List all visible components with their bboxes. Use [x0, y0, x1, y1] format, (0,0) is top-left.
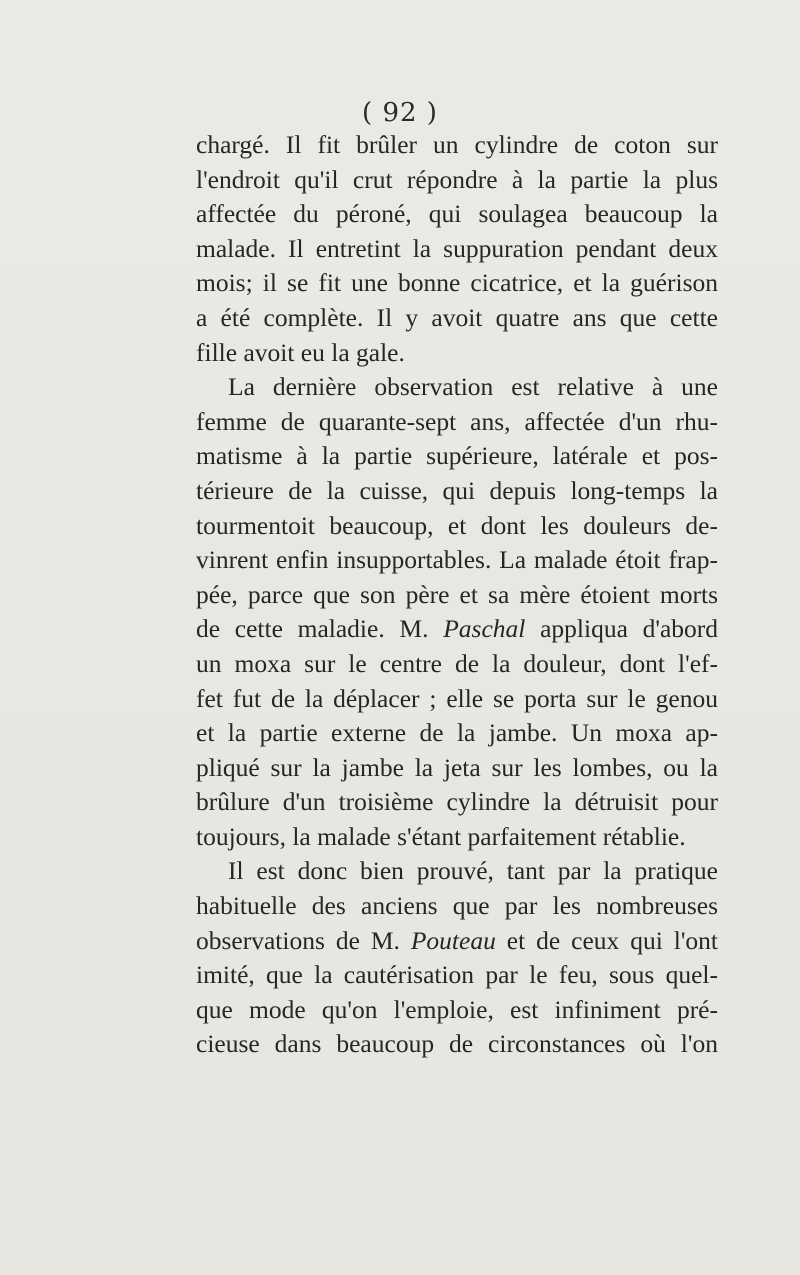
paragraph-3: [196, 854, 718, 1062]
text-line: imité, que la cautérisation par le feu, sous quel-: [196, 960, 718, 990]
text-line: fet fut de la déplacer ; elle se porta sur le genou: [196, 683, 718, 713]
person-name-paschal: Paschal: [443, 614, 526, 644]
text-line: habituelle des anciens que par les nombreuses: [196, 891, 718, 921]
text-line: brûlure d'un troisième cylindre la détruisit pour: [196, 787, 718, 817]
text-line: fille avoit eu la gale.: [196, 337, 405, 367]
text-line: cieuse dans beaucoup de circonstances où l'on: [196, 1029, 718, 1059]
person-name-pouteau: Pouteau: [410, 925, 496, 955]
text-segment: de cette maladie. M.: [196, 614, 444, 644]
text-line: et la partie externe de la jambe. Un moxa ap-: [196, 718, 718, 748]
text-line: malade. Il entretint la suppuration pendant deux: [196, 233, 718, 263]
text-line: l'endroit qu'il crut répondre à la partie la plus: [196, 164, 718, 194]
text-line: [196, 612, 718, 647]
text-line: La dernière observation est relative à une: [228, 372, 718, 402]
text-line: matisme à la partie supérieure, latérale et pos-: [196, 441, 718, 471]
text-line: [196, 924, 718, 959]
text-line: vinrent enfin insupportables. La malade étoit frap-: [196, 545, 718, 575]
text-line: Il est donc bien prouvé, tant par la pratique: [228, 856, 718, 886]
page-number: ( 92 ): [362, 98, 438, 128]
text-line: térieure de la cuisse, qui depuis long-temps la: [196, 475, 718, 505]
paragraph-2: [196, 370, 718, 854]
text-line: tourmentoit beaucoup, et dont les douleurs de-: [196, 510, 718, 540]
text-line: affectée du péroné, qui soulagea beaucoup la: [196, 199, 718, 229]
text-line: chargé. Il fit brûler un cylindre de coton sur: [196, 130, 718, 159]
text-line: mois; il se fit une bonne cicatrice, et la guérison: [196, 268, 718, 298]
paragraph-1: [196, 128, 718, 370]
text-line: toujours, la malade s'étant parfaitement rétablie.: [196, 821, 686, 851]
text-line: femme de quarante-sept ans, affectée d'un rhu-: [196, 406, 718, 436]
text-line: pliqué sur la jambe la jeta sur les lombes, ou la: [196, 752, 718, 782]
body-text: [196, 128, 718, 1062]
text-line: pée, parce que son père et sa mère étoient morts: [196, 579, 718, 609]
text-segment: et de ceux qui l'ont: [506, 925, 719, 955]
text-segment: appliqua d'abord: [540, 614, 719, 644]
text-segment: observations de M.: [196, 925, 411, 955]
text-line: que mode qu'on l'emploie, est infiniment pré-: [196, 994, 718, 1024]
text-line: a été complète. Il y avoit quatre ans que cette: [196, 302, 718, 332]
text-line: un moxa sur le centre de la douleur, dont l'ef-: [196, 648, 718, 678]
